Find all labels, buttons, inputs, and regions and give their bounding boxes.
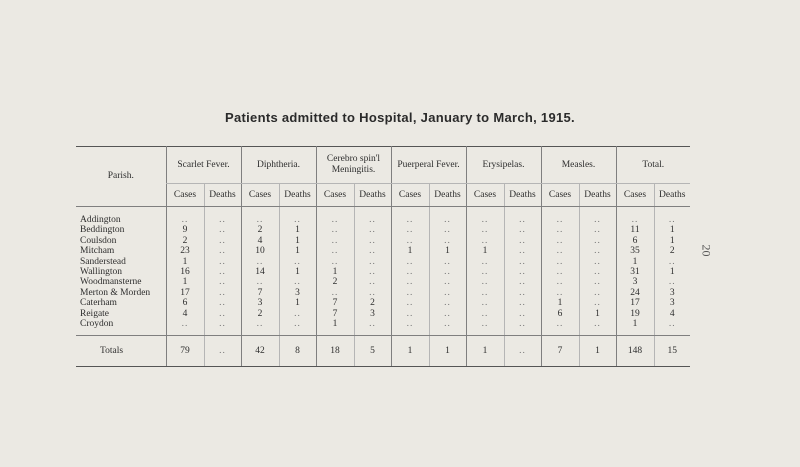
deaths-cell: 1 — [279, 246, 316, 256]
total-deaths-cell: 5 — [354, 336, 391, 367]
parish-name: Woodmansterne — [80, 277, 142, 288]
cases-cell: 3 — [241, 298, 279, 308]
total-deaths-cell: .. — [504, 336, 541, 367]
cases-cell: .. — [241, 207, 279, 226]
parish-name: Beddington — [80, 225, 125, 236]
deaths-cell: 3 — [654, 288, 690, 298]
subheader-deaths: Deaths — [579, 184, 616, 207]
parish-name: Croydon — [76, 319, 166, 336]
deaths-cell: .. — [279, 319, 316, 336]
cases-cell: .. — [541, 236, 579, 246]
deaths-cell: .. — [429, 298, 466, 308]
cases-cell: .. — [541, 207, 579, 226]
deaths-cell: .. — [354, 267, 391, 277]
cases-cell: .. — [316, 236, 354, 246]
total-deaths-cell: .. — [204, 336, 241, 367]
parish-name: Reigate — [80, 308, 110, 319]
cases-cell: .. — [466, 225, 504, 235]
cases-cell: 31 — [616, 267, 654, 277]
cases-cell: 11 — [616, 225, 654, 235]
deaths-cell: 3 — [279, 288, 316, 298]
cases-cell: 1 — [466, 246, 504, 256]
cases-cell: 6 — [541, 309, 579, 319]
deaths-cell: 1 — [654, 236, 690, 246]
subheader-cases: Cases — [541, 184, 579, 207]
deaths-cell: .. — [579, 298, 616, 308]
deaths-cell: .. — [654, 319, 690, 336]
cases-cell: .. — [166, 207, 204, 226]
deaths-cell: .. — [654, 207, 690, 226]
totals-row — [76, 336, 690, 367]
table-row — [76, 309, 690, 319]
deaths-cell: .. — [654, 257, 690, 267]
subheader-deaths: Deaths — [354, 184, 391, 207]
header-puerperal-fever: Puerperal Fever. — [391, 147, 466, 184]
total-cases-cell: 42 — [241, 336, 279, 367]
deaths-cell: 1 — [279, 225, 316, 235]
cases-cell: .. — [391, 298, 429, 308]
deaths-cell: 2 — [654, 246, 690, 256]
deaths-cell: 1 — [279, 267, 316, 277]
cases-cell: 6 — [616, 236, 654, 246]
subheader-cases: Cases — [391, 184, 429, 207]
cases-cell: 2 — [166, 236, 204, 246]
deaths-cell: .. — [354, 319, 391, 336]
cases-cell: .. — [391, 277, 429, 287]
totals-label: Totals — [76, 336, 166, 367]
deaths-cell: .. — [504, 267, 541, 277]
cases-cell: .. — [316, 207, 354, 226]
deaths-cell: .. — [429, 225, 466, 235]
deaths-cell: 1 — [579, 309, 616, 319]
deaths-cell: 1 — [654, 267, 690, 277]
subheader-deaths: Deaths — [279, 184, 316, 207]
deaths-cell: .. — [579, 267, 616, 277]
cases-cell: .. — [316, 257, 354, 267]
deaths-cell: .. — [204, 277, 241, 287]
cases-cell: .. — [541, 319, 579, 336]
deaths-cell: .. — [204, 288, 241, 298]
cases-cell: .. — [541, 277, 579, 287]
table-row — [76, 246, 690, 256]
deaths-cell: .. — [579, 319, 616, 336]
cases-cell: 23 — [166, 246, 204, 256]
cases-cell: 1 — [316, 319, 354, 336]
cases-cell: .. — [391, 207, 429, 226]
parish-name: Mitcham — [80, 246, 115, 257]
cases-cell: .. — [391, 225, 429, 235]
deaths-cell: .. — [504, 257, 541, 267]
cases-cell: .. — [391, 288, 429, 298]
cases-cell: 1 — [166, 257, 204, 267]
total-deaths-cell: 1 — [579, 336, 616, 367]
deaths-cell: .. — [354, 236, 391, 246]
table-row — [76, 319, 690, 336]
cases-cell: 17 — [616, 298, 654, 308]
cases-cell: .. — [466, 257, 504, 267]
deaths-cell: 1 — [279, 298, 316, 308]
header-measles: Measles. — [541, 147, 616, 184]
deaths-cell: 2 — [354, 298, 391, 308]
table-row — [76, 267, 690, 277]
table-row — [76, 298, 690, 308]
deaths-cell: .. — [504, 319, 541, 336]
deaths-cell: .. — [579, 236, 616, 246]
deaths-cell: .. — [504, 207, 541, 226]
deaths-cell: .. — [504, 225, 541, 235]
page-number: 20 — [699, 244, 714, 257]
cases-cell: .. — [466, 207, 504, 226]
deaths-cell: .. — [504, 288, 541, 298]
deaths-cell: .. — [354, 277, 391, 287]
cases-cell: .. — [541, 267, 579, 277]
parish-name: Coulsdon — [80, 235, 117, 246]
deaths-cell: .. — [504, 246, 541, 256]
total-cases-cell: 1 — [391, 336, 429, 367]
cases-cell: .. — [241, 257, 279, 267]
table-row — [76, 207, 690, 226]
deaths-cell: .. — [429, 207, 466, 226]
cases-cell: .. — [541, 246, 579, 256]
cases-cell: 16 — [166, 267, 204, 277]
subheader-deaths: Deaths — [204, 184, 241, 207]
total-cases-cell: 148 — [616, 336, 654, 367]
total-deaths-cell: 15 — [654, 336, 690, 367]
cases-cell: 1 — [541, 298, 579, 308]
cases-cell: 19 — [616, 309, 654, 319]
deaths-cell: .. — [354, 246, 391, 256]
deaths-cell: .. — [429, 288, 466, 298]
deaths-cell: 1 — [654, 225, 690, 235]
deaths-cell: 1 — [279, 236, 316, 246]
cases-cell: .. — [241, 277, 279, 287]
header-erysipelas: Erysipelas. — [466, 147, 541, 184]
subheader-cases: Cases — [616, 184, 654, 207]
cases-cell: .. — [466, 236, 504, 246]
cases-cell: .. — [316, 288, 354, 298]
cases-cell: 1 — [616, 319, 654, 336]
deaths-cell: .. — [579, 225, 616, 235]
deaths-cell: .. — [504, 277, 541, 287]
total-deaths-cell: 1 — [429, 336, 466, 367]
parish-name: Addington — [80, 215, 121, 225]
deaths-cell: .. — [429, 267, 466, 277]
subheader-cases: Cases — [466, 184, 504, 207]
table-row — [76, 288, 690, 298]
subheader-cases: Cases — [316, 184, 354, 207]
table-row — [76, 236, 690, 246]
deaths-cell: .. — [279, 309, 316, 319]
deaths-cell: .. — [279, 257, 316, 267]
table-row — [76, 257, 690, 267]
cases-cell: 4 — [241, 236, 279, 246]
cases-cell: .. — [466, 277, 504, 287]
parish-header: Parish. — [76, 147, 166, 207]
deaths-cell: .. — [354, 207, 391, 226]
cases-cell: .. — [391, 309, 429, 319]
deaths-cell: .. — [579, 246, 616, 256]
header-cerebro-spinal-meningitis: Cerebro spin'l Meningitis. — [316, 147, 391, 184]
cases-cell: 6 — [166, 298, 204, 308]
parish-name: Wallington — [80, 267, 122, 278]
cases-cell: 7 — [241, 288, 279, 298]
deaths-cell: .. — [579, 277, 616, 287]
deaths-cell: .. — [504, 309, 541, 319]
cases-cell: 35 — [616, 246, 654, 256]
cases-cell: .. — [391, 267, 429, 277]
deaths-cell: 4 — [654, 309, 690, 319]
deaths-cell: .. — [579, 207, 616, 226]
cases-cell: 10 — [241, 246, 279, 256]
total-cases-cell: 7 — [541, 336, 579, 367]
total-deaths-cell: 8 — [279, 336, 316, 367]
deaths-cell: .. — [279, 277, 316, 287]
deaths-cell: .. — [204, 267, 241, 277]
deaths-cell: 1 — [429, 246, 466, 256]
deaths-cell: .. — [354, 288, 391, 298]
parish-name: Merton & Morden — [80, 287, 151, 298]
table-row — [76, 225, 690, 235]
subheader-deaths: Deaths — [504, 184, 541, 207]
header-total: Total. — [616, 147, 690, 184]
cases-cell: .. — [541, 257, 579, 267]
cases-cell: .. — [466, 309, 504, 319]
header-diphtheria: Diphtheria. — [241, 147, 316, 184]
subheader-deaths: Deaths — [654, 184, 690, 207]
deaths-cell: .. — [204, 246, 241, 256]
deaths-cell: .. — [204, 207, 241, 226]
cases-cell: 7 — [316, 309, 354, 319]
cases-cell: .. — [466, 319, 504, 336]
cases-cell: .. — [541, 225, 579, 235]
cases-cell: 14 — [241, 267, 279, 277]
total-cases-cell: 18 — [316, 336, 354, 367]
deaths-cell: 3 — [354, 309, 391, 319]
cases-cell: .. — [391, 257, 429, 267]
cases-cell: 2 — [241, 309, 279, 319]
hospital-admissions-table — [76, 146, 690, 367]
deaths-cell: 3 — [654, 298, 690, 308]
cases-cell: .. — [391, 319, 429, 336]
cases-cell: 1 — [616, 257, 654, 267]
cases-cell: .. — [391, 236, 429, 246]
deaths-cell: .. — [654, 277, 690, 287]
subheader-cases: Cases — [166, 184, 204, 207]
total-cases-cell: 79 — [166, 336, 204, 367]
deaths-cell: .. — [504, 236, 541, 246]
subheader-cases: Cases — [241, 184, 279, 207]
cases-cell: 7 — [316, 298, 354, 308]
cases-cell: .. — [616, 207, 654, 226]
deaths-cell: .. — [579, 257, 616, 267]
deaths-cell: .. — [204, 236, 241, 246]
cases-cell: 24 — [616, 288, 654, 298]
parish-name: Caterham — [80, 298, 117, 309]
deaths-cell: .. — [204, 298, 241, 308]
deaths-cell: .. — [354, 257, 391, 267]
cases-cell: 4 — [166, 309, 204, 319]
cases-cell: 9 — [166, 225, 204, 235]
cases-cell: .. — [316, 246, 354, 256]
header-scarlet-fever: Scarlet Fever. — [166, 147, 241, 184]
cases-cell: .. — [166, 319, 204, 336]
cases-cell: .. — [241, 319, 279, 336]
cases-cell: 1 — [391, 246, 429, 256]
cases-cell: 2 — [316, 277, 354, 287]
cases-cell: 1 — [166, 277, 204, 287]
total-cases-cell: 1 — [466, 336, 504, 367]
deaths-cell: .. — [354, 225, 391, 235]
cases-cell: 1 — [316, 267, 354, 277]
cases-cell: .. — [316, 225, 354, 235]
deaths-cell: .. — [429, 309, 466, 319]
cases-cell: .. — [466, 298, 504, 308]
deaths-cell: .. — [204, 225, 241, 235]
deaths-cell: .. — [429, 257, 466, 267]
deaths-cell: .. — [429, 277, 466, 287]
cases-cell: 2 — [241, 225, 279, 235]
parish-name: Sanderstead — [80, 256, 126, 267]
deaths-cell: .. — [429, 236, 466, 246]
page-title: Patients admitted to Hospital, January to March, 1915. — [225, 110, 575, 125]
cases-cell: 3 — [616, 277, 654, 287]
cases-cell: 17 — [166, 288, 204, 298]
deaths-cell: .. — [504, 298, 541, 308]
deaths-cell: .. — [204, 319, 241, 336]
table-row — [76, 277, 690, 287]
cases-cell: .. — [541, 288, 579, 298]
cases-cell: .. — [466, 288, 504, 298]
subheader-deaths: Deaths — [429, 184, 466, 207]
cases-cell: .. — [466, 267, 504, 277]
deaths-cell: .. — [579, 288, 616, 298]
deaths-cell: .. — [279, 207, 316, 226]
deaths-cell: .. — [204, 309, 241, 319]
deaths-cell: .. — [204, 257, 241, 267]
deaths-cell: .. — [429, 319, 466, 336]
